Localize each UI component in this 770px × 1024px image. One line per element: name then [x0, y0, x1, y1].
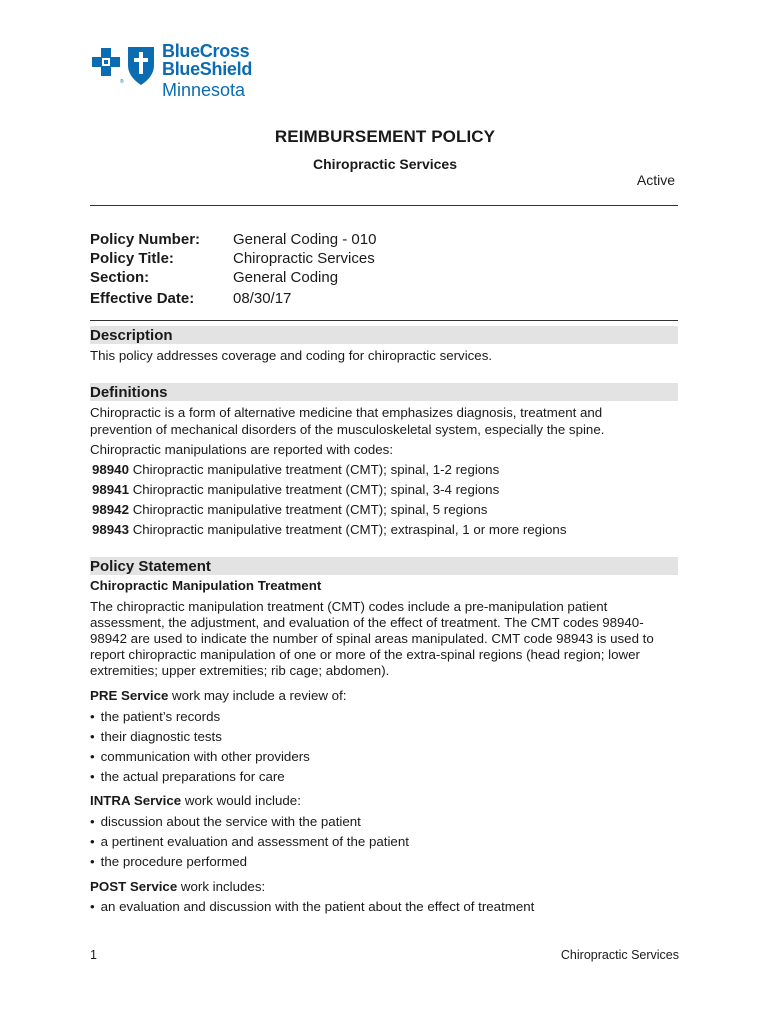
policy-status: Active [636, 172, 675, 188]
document-subtitle: Chiropractic Services [313, 156, 457, 172]
svg-text:®: ® [120, 79, 124, 85]
codes-intro: Chiropractic manipulations are reported with codes: [90, 442, 394, 457]
list-item: • a pertinent evaluation and assessment of the patient [90, 834, 409, 850]
policy-paragraph-line: 98942 are used to indicate the number of spinal areas manipulated. CMT code 98943 is used to [90, 631, 654, 646]
meta-label: Section: [90, 269, 150, 286]
meta-label: Policy Number: [90, 231, 201, 248]
pre-service-label: PRE Service [90, 688, 169, 703]
policy-paragraph-line: report chiropractic manipulation of one or more of the extra-spinal regions (head region; lower [90, 647, 640, 662]
intra-service-label: INTRA Service [90, 793, 182, 808]
code-number: 98940 [92, 462, 129, 477]
code-number: 98942 [92, 502, 129, 517]
policy-paragraph-line: extremities; upper extremities; rib cage; abdomen). [90, 663, 390, 678]
meta-value: General Coding - 010 [233, 231, 377, 248]
post-service-label: POST Service [90, 879, 178, 894]
list-item: • the procedure performed [90, 854, 247, 870]
page-number: 1 [90, 948, 97, 962]
post-service-text: work includes: [177, 879, 266, 894]
list-item: • discussion about the service with the patient [90, 814, 361, 830]
policy-paragraph-line: assessment, the adjustment, and evaluation of the effect of treatment. The CMT codes 98940- [90, 615, 644, 630]
bcbs-logo [90, 42, 280, 108]
code-description: Chiropractic manipulative treatment (CMT); spinal, 3-4 regions [132, 482, 500, 497]
section-heading-definitions: Definitions [90, 383, 678, 401]
meta-label: Effective Date: [90, 290, 195, 307]
code-row [92, 482, 499, 498]
section-heading-policy-statement: Policy Statement [90, 557, 678, 575]
logo-line-minnesota: Minnesota [162, 80, 246, 100]
divider-meta [90, 320, 678, 321]
logo-line-blueshield: BlueShield [162, 59, 253, 79]
description-text: This policy addresses coverage and coding for chiropractic services. [90, 348, 493, 363]
code-row [92, 502, 487, 518]
meta-label: Policy Title: [90, 250, 174, 267]
meta-value: 08/30/17 [233, 290, 292, 307]
code-number: 98941 [92, 482, 129, 497]
code-description: Chiropractic manipulative treatment (CMT); spinal, 1-2 regions [132, 462, 500, 477]
post-service-intro [90, 879, 265, 895]
policy-paragraph-line: The chiropractic manipulation treatment (CMT) codes include a pre-manipulation patient [90, 599, 608, 614]
divider-top [90, 205, 678, 206]
intra-service-intro [90, 793, 301, 809]
policy-subheading: Chiropractic Manipulation Treatment [90, 578, 322, 593]
definition-text-line: Chiropractic is a form of alternative medicine that emphasizes diagnosis, treatment and [90, 405, 603, 420]
code-row [92, 462, 499, 478]
code-description: Chiropractic manipulative treatment (CMT); extraspinal, 1 or more regions [132, 522, 567, 537]
pre-service-text: work may include a review of: [168, 688, 347, 703]
list-item: • their diagnostic tests [90, 729, 222, 745]
meta-value: General Coding [233, 269, 339, 286]
code-number: 98943 [92, 522, 129, 537]
cross-shield-icon [90, 46, 158, 86]
code-description: Chiropractic manipulative treatment (CMT); spinal, 5 regions [132, 502, 488, 517]
list-item: • an evaluation and discussion with the patient about the effect of treatment [90, 899, 534, 915]
meta-value: Chiropractic Services [233, 250, 375, 267]
pre-service-intro [90, 688, 346, 704]
intra-service-text: work would include: [181, 793, 301, 808]
document-title: REIMBURSEMENT POLICY [274, 127, 496, 146]
section-heading-description: Description [90, 326, 678, 344]
code-row [92, 522, 566, 538]
list-item: • the actual preparations for care [90, 769, 285, 785]
logo-line-bluecross: BlueCross [162, 41, 250, 61]
list-item: • the patient’s records [90, 709, 220, 725]
definition-text-line: prevention of mechanical disorders of the musculoskeletal system, especially the spine. [90, 422, 605, 437]
footer-document-name: Chiropractic Services [560, 948, 679, 962]
list-item: • communication with other providers [90, 749, 310, 765]
